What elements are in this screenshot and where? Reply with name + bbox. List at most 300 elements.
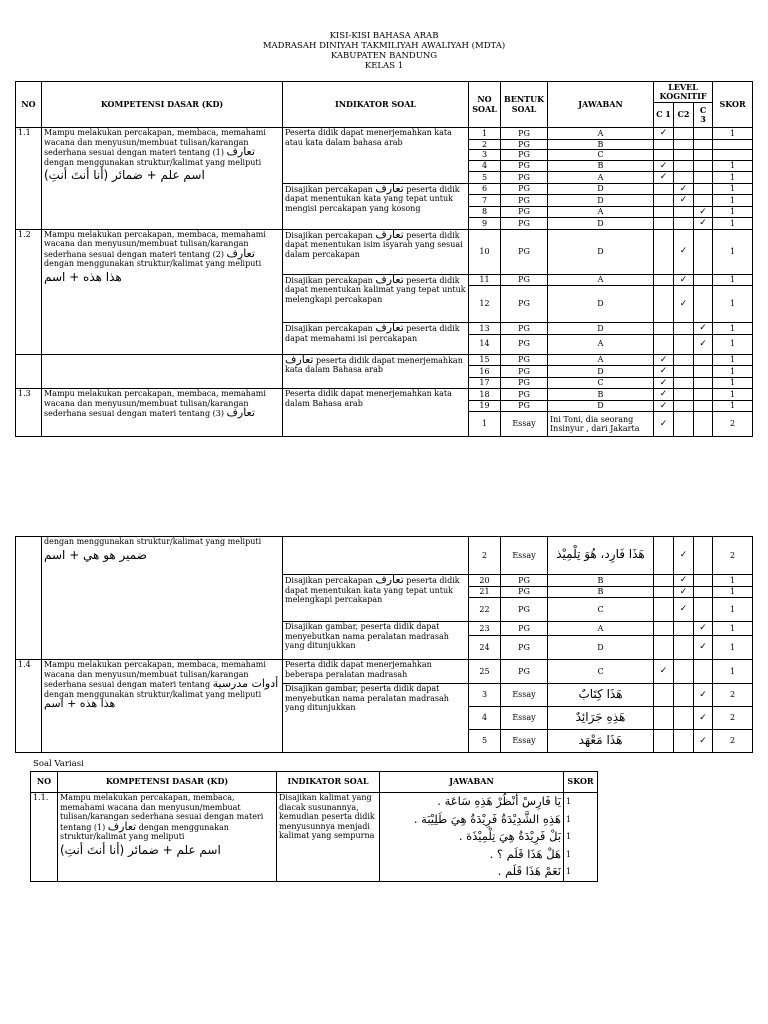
check-icon: ✓ [659,389,668,399]
check-icon: ✓ [659,172,668,182]
level-c1-cell [654,636,674,660]
jawaban-text: C [597,378,604,387]
jawaban-text: هَذَا كِتَابٌ [578,686,623,701]
indikator-cell [283,354,469,389]
skor-cell: 1 [713,389,753,401]
level-c3-cell [694,575,713,587]
no-soal-cell: 16 [469,366,501,378]
indikator-text: didik dapat menentukan kata yang tepat untuk melengkapi percakapan [285,576,460,604]
bentuk-soal-cell: PG [501,400,548,412]
skor-cell: 1 [713,172,753,184]
jawaban-text: D [597,366,604,376]
level-c2-cell [674,183,694,195]
no-soal-cell: 11 [469,274,501,286]
check-icon: ✓ [679,550,688,561]
jawaban-cell [548,354,654,366]
level-c2-cell [674,586,694,598]
indikator-peserta: peserta [406,230,437,240]
taaruf-word: تعارف [375,274,404,286]
jawaban-cell [548,377,654,389]
bentuk-soal-cell: PG [501,206,548,218]
kd-number: 1.4 [16,660,42,753]
kd-cell [42,229,283,354]
bentuk-soal-cell: PG [501,150,548,161]
jawaban-cell [548,274,654,286]
level-c3-cell [694,183,713,195]
skor-cell: 1 [713,286,753,323]
level-c1-cell [654,172,674,184]
check-icon: ✓ [659,666,668,677]
check-icon: ✓ [659,400,668,411]
indikator-cell [283,274,469,323]
bentuk-soal-cell: PG [501,377,548,389]
no-soal-cell: 1 [469,128,501,140]
no-soal-cell: 13 [469,323,501,335]
indikator-cell: Peserta didik dapat menerjemahkan kata atau kata dalam bahasa arab [283,128,469,184]
level-c2-cell [674,229,694,274]
no-soal-cell: 9 [469,218,501,230]
kd-number: 1.1 [16,128,42,230]
skor-cell: 1 [713,636,753,660]
level-c1-cell [654,707,674,730]
bentuk-soal-cell: PG [501,575,548,587]
kd-text2: dengan menggunakan struktur/kalimat yang meliputi [44,259,262,268]
level-c2-cell [674,622,694,636]
level-c3-cell [694,586,713,598]
col-kd: KOMPETENSI DASAR (KD) [42,82,283,128]
no-soal-cell: 25 [469,660,501,684]
jawaban-text: D [597,299,604,309]
no-soal-cell: 23 [469,622,501,636]
table-row [16,229,753,274]
no-soal-cell: 5 [469,172,501,184]
level-c1-cell [654,206,674,218]
level-c3-cell [694,128,713,140]
kd-arab2: ضمير هو هي + اسم [44,547,147,562]
table-row [16,537,753,575]
level-c3-cell [694,730,713,753]
bentuk-soal-cell: PG [501,586,548,598]
check-icon: ✓ [699,623,707,634]
indikator-text2: menerjemahkan kata dalam Bahasa arab [285,355,463,374]
check-icon: ✓ [679,604,688,615]
jawaban-text: B [597,139,604,149]
var-col-skor: SKOR [564,772,598,793]
jawaban-text: D [597,184,604,193]
variasi-answer: هَلْ هَذَا قَلَم ؟ . [489,846,561,861]
skor-cell: 1 [713,323,753,335]
level-c2-cell [674,128,694,140]
bentuk-soal-cell: PG [501,274,548,286]
level-c1-cell [654,334,674,354]
jawaban-cell [548,323,654,335]
indikator-peserta: peserta [406,275,437,285]
jawaban-text: A [597,623,604,633]
variasi-score: 1 [566,867,572,876]
kd-number: 1.2 [16,229,42,354]
level-c2-cell [674,354,694,366]
header-institution: MADRASAH DINIYAH TAKMILIYAH AWALIYAH (MDTA) [262,41,506,51]
jawaban-cell [548,206,654,218]
kd-text2: dengan menggunakan struktur/kalimat yang meliputi [44,689,262,699]
soal-variasi-table [30,771,598,882]
col-c1: C 1 [654,103,674,128]
jawaban-cell [548,586,654,598]
level-c1-cell [654,684,674,707]
jawaban-text: A [597,172,604,182]
taaruf-word: تعارف [375,322,404,334]
jawaban-text: D [597,642,604,652]
skor-cell: 1 [713,400,753,412]
level-c1-cell [654,323,674,335]
level-c3-cell [694,684,713,707]
jawaban-text: C [597,666,604,676]
level-c3-cell [694,172,713,184]
no-soal-cell: 12 [469,286,501,323]
jawaban-text: A [597,275,604,284]
jawaban-text: A [597,207,604,216]
kd-cell [42,389,283,437]
jawaban-text: D [597,218,604,228]
col-jawaban: JAWABAN [548,82,654,128]
level-c2-cell [674,172,694,184]
jawaban-text: D [597,246,604,256]
level-c1-cell [654,183,674,195]
level-c1-cell [654,139,674,150]
jawaban-cell [548,707,654,730]
check-icon: ✓ [659,354,668,365]
col-indikator: INDIKATOR SOAL [283,82,469,128]
level-c1-cell [654,150,674,161]
check-icon: ✓ [659,160,668,171]
variasi-answer: بَلْ فَرِيْدَةُ هِيَ تِلْمِيْذَة . [458,829,561,843]
level-c1-cell [654,286,674,323]
level-c1-cell [654,586,674,598]
jawaban-cell [548,598,654,622]
jawaban-text: هَذِهِ جَرَائِدٌ [575,709,626,724]
check-icon: ✓ [699,642,707,653]
variasi-score: 1 [566,814,572,824]
level-c3-cell [694,274,713,286]
level-c3-cell [694,139,713,150]
skor-cell [713,139,753,150]
jawaban-cell [548,334,654,354]
kd-arab2: اسم علم + ضمائر (أنا أنتَ أنتِ) [44,168,205,182]
check-icon: ✓ [679,298,688,309]
level-c2-cell [674,150,694,161]
bentuk-soal-cell: PG [501,229,548,274]
level-c2-cell [674,323,694,335]
skor-cell: 2 [713,707,753,730]
level-c2-cell [674,537,694,575]
jawaban-cell [548,160,654,172]
skor-cell: 2 [713,684,753,707]
kd-arab2: هذا هذه + اسم [44,269,122,284]
level-c2-cell [674,139,694,150]
kd-text: Mampu melakukan percakapan, membaca, memahami wacana dan menyusun/membuat tulisan/karangan sederhana sesuai dengan materi tentang (3) [44,389,266,418]
taaruf-word: تعارف [285,354,314,366]
no-soal-cell: 19 [469,400,501,412]
check-icon: ✓ [679,274,688,285]
bentuk-soal-cell: PG [501,366,548,378]
jawaban-cell [548,575,654,587]
table-row [16,354,753,366]
level-c3-cell [694,354,713,366]
level-c3-cell [694,598,713,622]
skor-cell: 1 [713,195,753,207]
kd-cont-number [16,537,42,660]
level-c2-cell [674,598,694,622]
bentuk-soal-cell: Essay [501,730,548,753]
check-icon: ✓ [659,377,668,388]
variasi-score: 1 [566,797,572,806]
jawaban-cell [548,183,654,195]
kd-cont-cell [42,354,283,389]
bentuk-soal-cell: PG [501,622,548,636]
col-no-soal: NO SOAL [469,82,501,128]
taaruf-word: تعارف [375,229,404,241]
kd-arab: أدوات مدرسية [212,677,279,690]
level-c1-cell [654,730,674,753]
level-c2-cell [674,206,694,218]
bentuk-soal-cell: Essay [501,412,548,437]
col-c3: C 3 [694,103,713,128]
var-jawaban-cell [380,793,564,882]
col-c2: C2 [674,103,694,128]
bentuk-soal-cell: PG [501,334,548,354]
check-icon: ✓ [679,586,688,597]
level-c3-cell [694,412,713,437]
check-icon: ✓ [679,575,688,585]
indikator-cell [283,323,469,355]
col-bentuk-soal: BENTUK SOAL [501,82,548,128]
document-header [0,31,768,71]
jawaban-cell [548,286,654,323]
bentuk-soal-cell: PG [501,183,548,195]
kisi-kisi-table-page2 [15,536,753,753]
level-c2-cell [674,707,694,730]
level-c3-cell [694,660,713,684]
level-c1-cell [654,660,674,684]
no-soal-cell: 8 [469,206,501,218]
table-row [16,660,753,684]
level-c2-cell [674,218,694,230]
indikator-text: didik dapat menentukan kata yang tepat untuk mengisi percakapan yang kosong [285,184,460,213]
kd-number: 1.3 [16,389,42,437]
jawaban-text: B [597,389,604,399]
kd-text: Mampu melakukan percakapan, membaca, memahami wacana dan menyusun/membuat tulisan/karangan sederhana sesuai dengan materi tentang (1) [44,128,266,157]
level-c3-cell [694,622,713,636]
level-c1-cell [654,128,674,140]
level-c1-cell [654,412,674,437]
indikator-text: peserta didik dapat [315,355,395,365]
header-class: KELAS 1 [364,61,404,71]
taaruf-word: تعارف [375,574,404,586]
check-icon: ✓ [699,218,707,228]
var-col-indikator: INDIKATOR SOAL [277,772,380,793]
skor-cell: 1 [713,218,753,230]
level-c1-cell [654,537,674,575]
level-c2-cell [674,286,694,323]
level-c2-cell [674,575,694,587]
level-c2-cell [674,334,694,354]
level-c3-cell [694,160,713,172]
no-soal-cell: 7 [469,195,501,207]
var-kd-arab: تعارف [107,819,137,833]
kd-text2: dengan menggunakan struktur/kalimat yang meliputi [44,537,262,546]
check-icon: ✓ [679,183,688,194]
indikator-cell: Peserta didik dapat menerjemahkan beberapa peralatan madrasah [283,660,469,684]
bentuk-soal-cell: PG [501,660,548,684]
jawaban-text: C [597,150,604,159]
jawaban-text: D [597,401,604,410]
no-soal-cell: 22 [469,598,501,622]
level-c3-cell [694,206,713,218]
bentuk-soal-cell: PG [501,172,548,184]
bentuk-soal-cell: PG [501,160,548,172]
check-icon: ✓ [679,195,688,205]
kisi-kisi-table-page1 [15,81,753,437]
level-c3-cell [694,229,713,274]
variasi-score: 1 [566,849,572,859]
level-c3-cell [694,150,713,161]
bentuk-soal-cell: PG [501,139,548,150]
indikator-cell [283,183,469,229]
bentuk-soal-cell: Essay [501,537,548,575]
level-c2-cell [674,684,694,707]
jawaban-cell [548,366,654,378]
skor-cell: 1 [713,229,753,274]
var-kd-text: Mampu melakukan percakapan, membaca, memahami wacana dan menyusun/membuat tulisan/karangan sederhana sesuai dengan materi tentang (1) [60,793,264,832]
no-soal-cell: 2 [469,139,501,150]
level-c1-cell [654,218,674,230]
bentuk-soal-cell: PG [501,286,548,323]
skor-cell: 1 [713,575,753,587]
bentuk-soal-cell: PG [501,128,548,140]
indikator-lead: Disajikan percakapan [285,184,373,194]
jawaban-text: A [597,355,604,364]
no-soal-cell: 21 [469,586,501,598]
col-skor: SKOR [713,82,753,128]
var-col-no: NO [31,772,58,793]
var-kd-cell [58,793,277,882]
bentuk-soal-cell: PG [501,195,548,207]
level-c3-cell [694,636,713,660]
variasi-answer: يَا فَارِسْ أُنْظُرْ هَذِهِ سَاعَة . [437,794,561,808]
check-icon: ✓ [699,735,707,746]
kd-arab2: هذا هذه + اسم [44,697,116,710]
variasi-answer: نَعَمْ هَذَا قَلَم . [497,864,561,878]
jawaban-text: هَذَا مَعْهَد [578,732,623,747]
indikator-lead: Disajikan percakapan [285,275,373,285]
jawaban-cell [548,229,654,274]
level-c1-cell [654,366,674,378]
no-soal-cell: 3 [469,684,501,707]
indikator-peserta: peserta [406,184,437,194]
kd-cont-number [16,354,42,389]
indikator-cell [283,537,469,575]
check-icon: ✓ [699,689,707,700]
level-c3-cell [694,537,713,575]
skor-cell: 2 [713,412,753,437]
skor-cell: 1 [713,334,753,354]
level-c2-cell [674,389,694,401]
level-c3-cell [694,334,713,354]
skor-cell: 1 [713,128,753,140]
jawaban-cell [548,389,654,401]
jawaban-text: B [597,575,604,585]
level-c2-cell [674,274,694,286]
skor-cell: 1 [713,586,753,598]
no-soal-cell: 14 [469,334,501,354]
level-c3-cell [694,377,713,389]
var-skor-cell [564,793,598,882]
level-c1-cell [654,377,674,389]
no-soal-cell: 2 [469,537,501,575]
level-c2-cell [674,400,694,412]
var-indikator-cell: Disajikan kalimat yang diacak susunannya, kemudian peserta didik menyusunnya menjadi kalimat yang sempurna [277,793,380,882]
jawaban-cell [548,400,654,412]
no-soal-cell: 4 [469,707,501,730]
jawaban-cell [548,150,654,161]
variasi-score: 1 [566,832,572,841]
level-c1-cell [654,622,674,636]
check-icon: ✓ [659,128,668,138]
indikator-peserta: peserta [406,576,437,585]
jawaban-cell [548,218,654,230]
level-c1-cell [654,400,674,412]
soal-variasi-label: Soal Variasi [33,759,84,769]
level-c1-cell [654,274,674,286]
jawaban-cell [548,537,654,575]
indikator-text: didik dapat menentukan isim isyarah yang sesuai dalam percakapan [285,230,463,259]
indikator-lead: Disajikan percakapan [285,230,373,240]
jawaban-cell [548,412,654,437]
no-soal-cell: 24 [469,636,501,660]
bentuk-soal-cell: Essay [501,684,548,707]
var-col-kd: KOMPETENSI DASAR (KD) [58,772,277,793]
skor-cell: 1 [713,183,753,195]
bentuk-soal-cell: PG [501,598,548,622]
indikator-cell: Disajikan gambar, peserta didik dapat menyebutkan nama peralatan madrasah yang ditunjukkan [283,622,469,660]
skor-cell: 1 [713,622,753,636]
skor-cell: 2 [713,730,753,753]
no-soal-cell: 20 [469,575,501,587]
level-c3-cell [694,366,713,378]
no-soal-cell: 10 [469,229,501,274]
level-c3-cell [694,218,713,230]
jawaban-cell [548,195,654,207]
indikator-cell [283,229,469,274]
kd-text2: dengan menggunakan struktur/kalimat yang meliputi [44,157,262,167]
check-icon: ✓ [679,246,688,257]
jawaban-text: B [597,161,604,170]
jawaban-cell [548,128,654,140]
indikator-text: didik dapat memahami isi percakapan [285,324,460,343]
level-c2-cell [674,412,694,437]
level-c1-cell [654,195,674,207]
skor-cell: 1 [713,377,753,389]
level-c3-cell [694,707,713,730]
skor-cell: 1 [713,354,753,366]
check-icon: ✓ [659,366,668,376]
skor-cell: 1 [713,366,753,378]
var-row-no: 1.1. [31,793,58,882]
table-row [16,128,753,140]
no-soal-cell: 18 [469,389,501,401]
level-c1-cell [654,389,674,401]
skor-cell: 1 [713,206,753,218]
